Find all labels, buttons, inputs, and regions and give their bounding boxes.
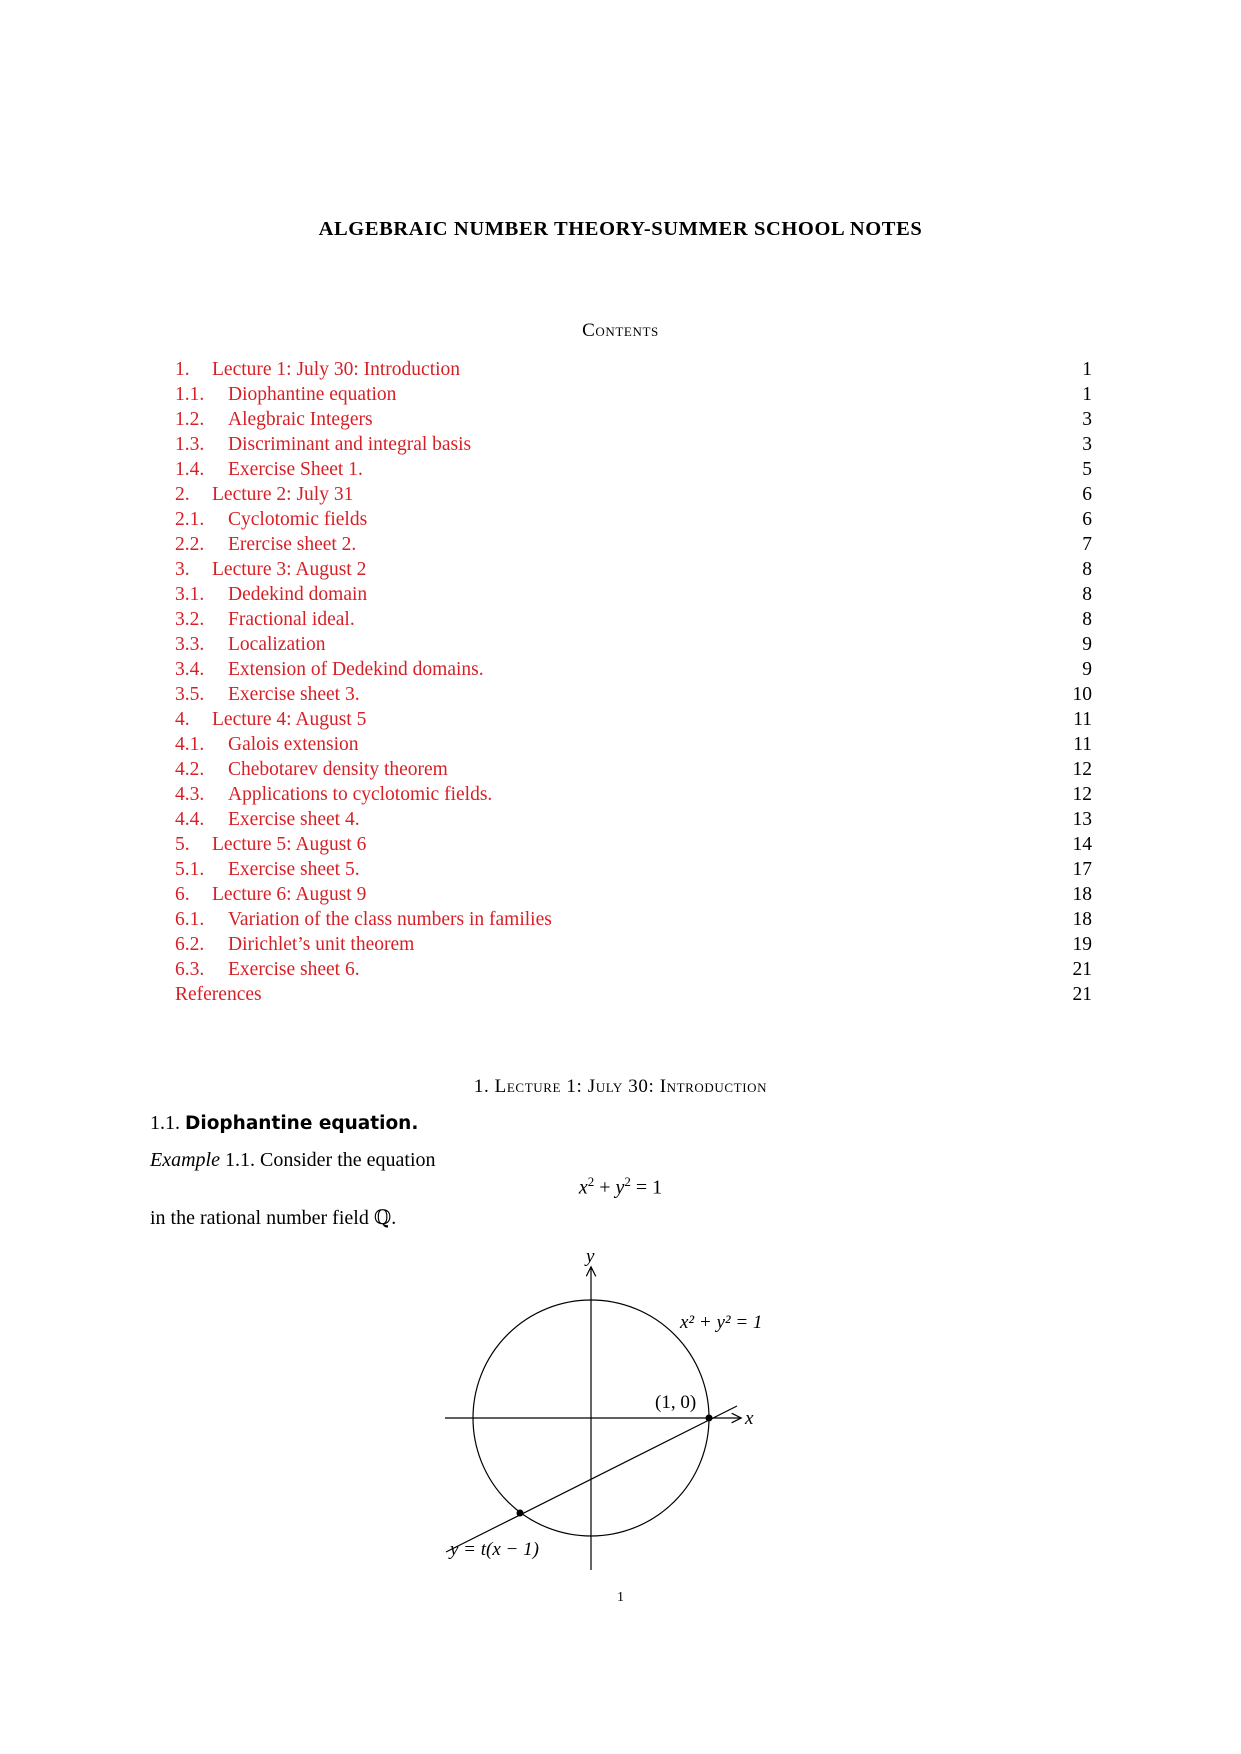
toc-entry-page: 3 [1082,409,1092,430]
equation-var-x: x [578,1176,588,1199]
toc-entry[interactable] [175,632,1092,657]
toc-entry-page: 8 [1082,584,1092,605]
toc-entry-number: 4. [175,709,190,730]
toc-entry[interactable] [175,957,1092,982]
toc-entry-number: 5.1. [175,859,205,880]
toc-entry-label[interactable]: References [175,984,262,1005]
toc-entry-page: 19 [1072,934,1092,955]
toc-entry-page: 11 [1073,709,1092,730]
toc-entry-page: 9 [1082,634,1092,655]
toc-entry-label[interactable]: Exercise sheet 5. [228,859,360,880]
toc-entry-page: 13 [1072,809,1092,830]
toc-entry-label[interactable]: Exercise sheet 3. [228,684,360,705]
toc-entry-label[interactable]: Alegbraic Integers [228,409,373,430]
toc-entry-page: 18 [1072,884,1092,905]
toc-entry-page: 14 [1072,834,1092,855]
example-label: Example [150,1149,220,1171]
field-text: in the rational number field ℚ. [150,1207,397,1229]
toc-entry[interactable] [175,832,1092,857]
equation-exponent: 2 [624,1174,631,1189]
table-of-contents [175,357,1092,1007]
example-line [150,1149,436,1172]
toc-entry-number: 2. [175,484,190,505]
point-1-0 [706,1415,713,1422]
document-title: ALGEBRAIC NUMBER THEORY-SUMMER SCHOOL NOTES [318,218,923,240]
point-label: (1, 0) [655,1392,697,1413]
toc-entry-number: 2.1. [175,509,205,530]
toc-entry-page: 21 [1072,984,1092,1005]
toc-entry-page: 11 [1073,734,1092,755]
toc-entry[interactable] [175,532,1092,557]
toc-entry-label[interactable]: Galois extension [228,734,359,755]
toc-entry[interactable] [175,407,1092,432]
toc-entry-page: 1 [1082,384,1092,405]
example-text: Consider the equation [259,1149,436,1171]
toc-entry-number: 3.3. [175,634,205,655]
toc-entry-label[interactable]: Diophantine equation [228,384,397,405]
toc-entry-page: 6 [1082,509,1092,530]
toc-entry[interactable] [175,582,1092,607]
x-axis-label: x [745,1408,754,1429]
toc-entry-label[interactable]: Erercise sheet 2. [228,534,357,555]
toc-entry-number: 1.1. [175,384,205,405]
toc-entry-number: 3. [175,559,190,580]
toc-entry-number: 1.2. [175,409,205,430]
toc-entry-number: 3.1. [175,584,205,605]
toc-entry-page: 21 [1072,959,1092,980]
toc-entry[interactable] [175,982,1092,1007]
toc-entry-number: 6. [175,884,190,905]
toc-entry[interactable] [175,807,1092,832]
toc-entry[interactable] [175,457,1092,482]
line-equation-label: y = t(x − 1) [450,1539,539,1560]
toc-entry[interactable] [175,557,1092,582]
toc-entry-page: 1 [1082,359,1092,380]
toc-entry[interactable] [175,757,1092,782]
toc-entry-number: 3.4. [175,659,205,680]
toc-entry-number: 3.2. [175,609,205,630]
subsection-title: Diophantine equation. [185,1113,419,1134]
toc-entry-page: 8 [1082,609,1092,630]
toc-entry-number: 3.5. [175,684,205,705]
toc-entry-label[interactable]: Lecture 1: July 30: Introduction [212,359,461,380]
toc-entry-label[interactable]: Exercise sheet 6. [228,959,360,980]
toc-entry-number: 1.3. [175,434,205,455]
toc-entry-number: 5. [175,834,190,855]
toc-entry-page: 6 [1082,484,1092,505]
toc-entry-label[interactable]: Localization [228,634,326,655]
equation-rhs: 1 [652,1176,663,1199]
toc-entry-label[interactable]: Dirichlet’s unit theorem [228,934,415,955]
toc-entry-label[interactable]: Exercise Sheet 1. [228,459,363,480]
toc-entry-page: 8 [1082,559,1092,580]
toc-entry[interactable] [175,432,1092,457]
example-number: 1.1. [224,1149,255,1171]
equation-exponent: 2 [587,1174,595,1189]
toc-entry-page: 18 [1072,909,1092,930]
toc-entry-number: 1.4. [175,459,205,480]
toc-entry-number: 6.1. [175,909,205,930]
toc-entry-page: 3 [1082,434,1092,455]
toc-entry[interactable] [175,382,1092,407]
toc-entry-label[interactable]: Chebotarev density theorem [228,759,448,780]
toc-entry[interactable] [175,707,1092,732]
y-axis-label: y [586,1246,595,1267]
toc-entry-number: 4.2. [175,759,205,780]
toc-entry-label[interactable]: Lecture 6: August 9 [212,884,367,905]
toc-entry[interactable] [175,907,1092,932]
toc-entry[interactable] [175,732,1092,757]
toc-entry-page: 7 [1082,534,1092,555]
toc-entry[interactable] [175,782,1092,807]
toc-entry-label[interactable]: Cyclotomic fields [228,509,368,530]
toc-entry[interactable] [175,882,1092,907]
toc-entry-label[interactable]: Discriminant and integral basis [228,434,472,455]
toc-entry-page: 10 [1072,684,1092,705]
circle-equation-label: x² + y² = 1 [680,1312,763,1333]
contents-heading: Contents [582,320,659,341]
section-heading: 1. Lecture 1: July 30: Introduction [473,1076,768,1097]
toc-entry-number: 2.2. [175,534,205,555]
toc-entry-page: 12 [1072,759,1092,780]
unit-circle-figure [0,1240,1241,1570]
toc-entry[interactable] [175,607,1092,632]
intersection-point [517,1510,524,1517]
toc-entry-number: 6.2. [175,934,205,955]
toc-entry[interactable] [175,357,1092,382]
toc-entry[interactable] [175,507,1092,532]
subsection-number: 1.1. [150,1112,180,1134]
toc-entry-label[interactable]: Lecture 3: August 2 [212,559,367,580]
toc-entry-label[interactable]: Lecture 2: July 31 [212,484,354,505]
toc-entry-number: 4.3. [175,784,205,805]
toc-entry[interactable] [175,932,1092,957]
toc-entry-number: 4.1. [175,734,205,755]
toc-entry[interactable] [175,482,1092,507]
toc-entry-page: 17 [1072,859,1092,880]
equation-var-y: y [615,1176,625,1199]
subsection-heading [150,1112,418,1135]
toc-entry-number: 6.3. [175,959,205,980]
toc-entry-number: 1. [175,359,190,380]
toc-entry[interactable] [175,682,1092,707]
equation: $x^2 + y^2 = 1$ [578,1174,663,1199]
toc-entry-label[interactable]: Extension of Dedekind domains. [228,659,484,680]
toc-entry-label[interactable]: Lecture 4: August 5 [212,709,367,730]
toc-entry-number: 4.4. [175,809,205,830]
toc-entry-label[interactable]: Exercise sheet 4. [228,809,360,830]
toc-entry-label[interactable]: Applications to cyclotomic fields. [228,784,493,805]
toc-entry-label[interactable]: Lecture 5: August 6 [212,834,367,855]
page-number: 1 [617,1590,624,1605]
toc-entry[interactable] [175,857,1092,882]
toc-entry[interactable] [175,657,1092,682]
toc-entry-page: 12 [1072,784,1092,805]
toc-entry-label[interactable]: Fractional ideal. [228,609,355,630]
toc-entry-page: 5 [1082,459,1092,480]
toc-entry-page: 9 [1082,659,1092,680]
toc-entry-label[interactable]: Dedekind domain [228,584,368,605]
toc-entry-label[interactable]: Variation of the class numbers in families [228,909,552,930]
